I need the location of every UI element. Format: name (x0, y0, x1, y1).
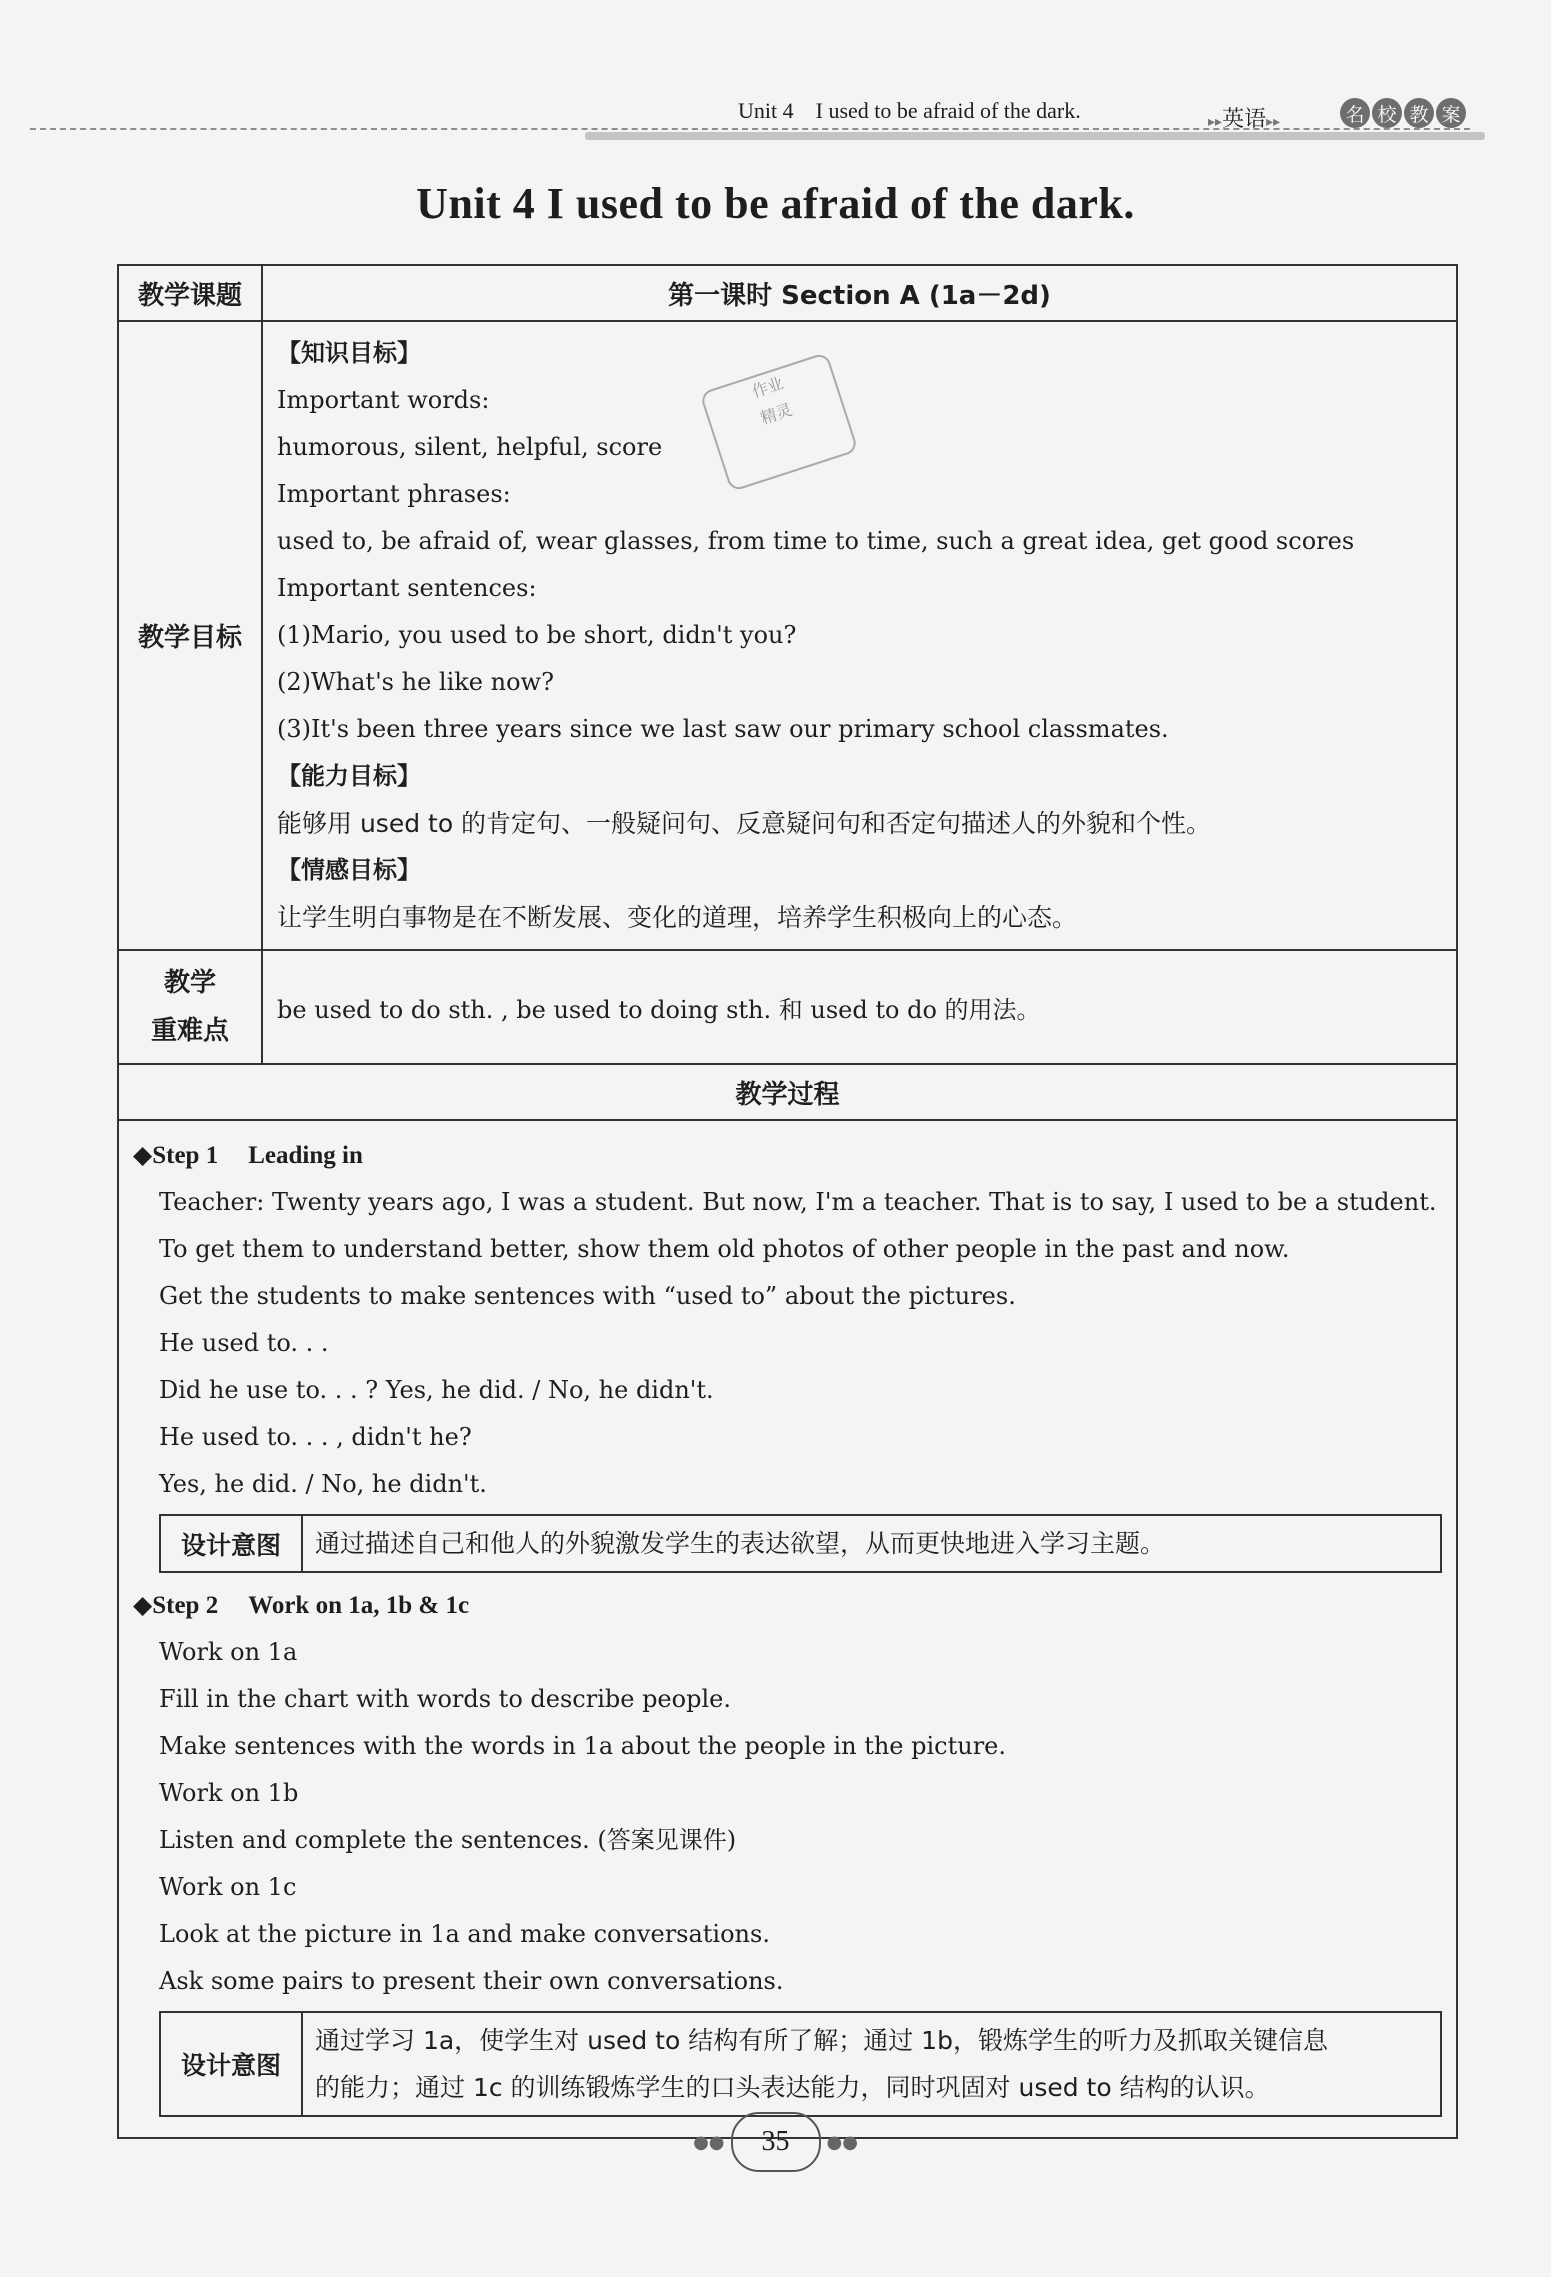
process-row (118, 1120, 1457, 2138)
sentence-item: (2)What's he like now? (277, 668, 554, 696)
phrases-label: Important phrases: (277, 480, 511, 508)
brand-char: 案 (1436, 98, 1466, 128)
step-2-line: Make sentences with the words in 1a about the people in the picture. (159, 1732, 1007, 1760)
emotion-text: 让学生明白事物是在不断发展、变化的道理，培养学生积极向上的心态。 (277, 903, 1078, 932)
topic-label: 教学课题 (118, 265, 262, 321)
decor-dots-icon: ●● (693, 2131, 725, 2153)
header-bar (585, 132, 1485, 140)
step-2-line: Work on 1b (159, 1779, 299, 1807)
step-1-line: He used to. . . , didn't he? (159, 1423, 472, 1451)
design-label: 设计意图 (161, 1516, 303, 1571)
step-2-line: Fill in the chart with words to describe people. (159, 1685, 731, 1713)
step-1-line: Did he use to. . . ? Yes, he did. / No, he didn't. (159, 1376, 714, 1404)
step-1-line: To get them to understand better, show them old photos of other people in the past and now. (159, 1235, 1290, 1263)
key-points-row (118, 950, 1457, 1064)
step-2-title: ◆Step 2 Work on 1a, 1b & 1c (133, 1590, 470, 1619)
brand-char: 校 (1372, 98, 1402, 128)
page-number (0, 2112, 1551, 2172)
ability-text: 能够用 used to 的肯定句、一般疑问句、反意疑问句和否定句描述人的外貌和个性。 (277, 809, 1212, 838)
step-1-line: Yes, he did. / No, he didn't. (159, 1470, 487, 1498)
lesson-plan-table (117, 264, 1458, 2139)
sentence-item: (1)Mario, you used to be short, didn't you? (277, 621, 797, 649)
topic-row (118, 265, 1457, 321)
goals-content (262, 321, 1457, 950)
words-list: humorous, silent, helpful, score (277, 433, 663, 461)
step-1-design-box (159, 1514, 1442, 1573)
words-label: Important words: (277, 386, 490, 414)
key-points-text: be used to do sth. , be used to doing sth. 和 used to do 的用法。 (262, 950, 1457, 1064)
brand-char: 名 (1340, 98, 1370, 128)
topic-value: 第一课时 Section A (1a－2d) (262, 265, 1457, 321)
design-text: 通过描述自己和他人的外貌激发学生的表达欲望，从而更快地进入学习主题。 (315, 1529, 1166, 1558)
page-number-value: 35 (731, 2112, 821, 2172)
process-content (118, 1120, 1457, 2138)
step-2-line: Work on 1a (159, 1638, 298, 1666)
step-2-line: Listen and complete the sentences. (答案见课件) (159, 1826, 737, 1854)
diamond-icon: ◆ (133, 1140, 153, 1169)
design-label: 设计意图 (161, 2013, 303, 2115)
process-heading-row (118, 1064, 1457, 1120)
key-points-label: 教学 重难点 (118, 950, 262, 1064)
emotion-heading: 【情感目标】 (277, 856, 421, 884)
step-2-design-box (159, 2011, 1442, 2117)
homework-stamp: 作业 精灵 (699, 352, 859, 492)
header-unit-title (738, 98, 1103, 124)
brand-char: 教 (1404, 98, 1434, 128)
header-unit: Unit 4 (738, 98, 794, 123)
step-1-title: ◆Step 1 Leading in (133, 1140, 363, 1169)
arrow-icon: ▸▸ (1208, 114, 1223, 130)
arrow-icon: ▸▸ (1266, 114, 1281, 130)
knowledge-heading: 【知识目标】 (277, 339, 421, 367)
header-subject: ▸▸英语▸▸ (1208, 107, 1281, 132)
diamond-icon: ◆ (133, 1590, 153, 1619)
step-1-line: Get the students to make sentences with “used to” about the pictures. (159, 1282, 1016, 1310)
step-2-line: Ask some pairs to present their own conversations. (159, 1967, 784, 1995)
header-title: I used to be afraid of the dark. (815, 98, 1081, 123)
process-heading: 教学过程 (118, 1064, 1457, 1120)
step-1-line: Teacher: Twenty years ago, I was a student. But now, I'm a teacher. That is to say, I used to be a student. (159, 1188, 1437, 1216)
goals-label: 教学目标 (118, 321, 262, 950)
ability-heading: 【能力目标】 (277, 762, 421, 790)
step-2-line: Look at the picture in 1a and make conversations. (159, 1920, 770, 1948)
decor-dots-icon: ●● (826, 2131, 858, 2153)
brand-badge (1340, 98, 1466, 128)
step-2-line: Work on 1c (159, 1873, 297, 1901)
sentences-label: Important sentences: (277, 574, 537, 602)
running-header (0, 92, 1551, 142)
sentence-item: (3)It's been three years since we last saw our primary school classmates. (277, 715, 1169, 743)
design-text: 通过学习 1a，使学生对 used to 结构有所了解；通过 1b，锻炼学生的听力及抓取关键信息 的能力；通过 1c 的训练锻炼学生的口头表达能力，同时巩固对 used to 结构的认识。 (315, 2026, 1328, 2102)
page-title: Unit 4 I used to be afraid of the dark. (416, 179, 1135, 228)
phrases-list: used to, be afraid of, wear glasses, from time to time, such a great idea, get good scores (277, 527, 1355, 555)
step-1-line: He used to. . . (159, 1329, 329, 1357)
